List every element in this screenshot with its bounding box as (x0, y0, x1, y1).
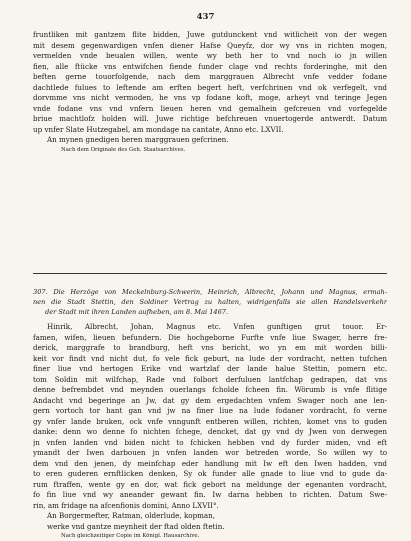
section-divider (33, 273, 387, 274)
text-line: derick, marggrafe to brandburg, heft vns bericht, wo yn em mit worden billi- (33, 343, 387, 352)
text-line: up vnfer Slate Hutzegabel, am mondage na cantate, Anno etc. LXVII. (33, 124, 284, 134)
document-heading-line: nen die Stadt Stettin, den Soldiner Vertrag zu halten, widrigenfalls sie allen Handelsverkehr (33, 298, 387, 306)
text-line: Andacht vnd begeringe an Jw, dat gy dem ergedachten vnfem Swager noch ane len- (33, 395, 387, 405)
text-line: jn vnfen landen vnd biden nicht to fchicken hebben vnd dy furder miden, vnd eft (33, 437, 387, 447)
closing-address: An mynen gnedigen heren marggrauen gefcrinen. (47, 135, 229, 144)
source-note: Nach gleichzeitiger Copie im Königl. Hausarchive. (61, 533, 200, 539)
text-line: fo fin liue vnd wy aneander gewant fin. Iw darna hebben to richten. Datum Swe- (33, 490, 387, 499)
text-line: famen, wifen, lieuen befundern. Die hochgeborne Furfte vnfe liue Swager, herre fre- (33, 332, 387, 342)
document-307-text (33, 322, 387, 541)
text-line: gy vnfer lande bruken, ock vnfe vnngunft entberen willen, richten, komet vns to guden (33, 416, 387, 426)
text-line: fruntliken mit gantzem flite bidden, Juwe gutdunckent vnd witlicheit von der wegen (33, 30, 387, 39)
text-line: vnde fodane vns vnd vnfern lieuen heren vnd gemalhein gefcreuen vnd vorfegelde (33, 103, 387, 113)
text-line: tom Soldin mit wilfchap, Rade vnd folbort derfuluen lantfchap gedrapen, dat vns (33, 374, 387, 384)
text-line: rin, am fridage na afcenfionis domini, Anno LXVII°. (33, 500, 219, 510)
page-number: 437 (196, 12, 215, 22)
document-heading-line: 307. Die Herzöge von Meckelnburg-Schwerin, Heinrich, Albrecht, Johann und Magnus, ermah- (33, 288, 387, 296)
source-note: Nach dem Originale des Geh. Staatsarchives. (61, 146, 186, 153)
text-line: to eren guderen ernftlicken denken, Sy ok funder alle gnade to liue vnd to gude da- (33, 469, 387, 478)
text-line: Hinrik, Albrecht, Johan, Magnus etc. Vnfen gunftigen grut touor. Er- (47, 322, 387, 331)
text-line: dem vnd den jenen, dy meinfchap eder handlung mit Iw eft den Iwen hadden, vnd (33, 458, 387, 468)
document-heading-line: der Stadt mit ihren Landen aufheben, am 8. Mai 1467. (45, 308, 229, 316)
text-line: mit desem gegenwardigen vnfen diener Hafse Queyfz, dor wy vns in richten mogen, (33, 40, 387, 50)
text-line: dorvmme vns nicht vermoden, he vns vp fodane koft, moge, arheyt vnd teringe Jegen (33, 93, 387, 102)
text-line: gern vortoch tor hant gan vnd jw na finer liue na lude fodaner vordracht, fo verne (33, 406, 387, 415)
text-line: ymandt der Iwen darbouen jn vnfen landen wor betreden worde, So willen wy to (33, 448, 387, 457)
document-307 (33, 287, 387, 317)
text-line: rum ftraffen, wente gy en dor, wat fick gebort na meldunge der egenanten vordracht, (33, 479, 387, 489)
text-line: fien, alle ftücke vns entwifchen fiende funder clage vnd rechts forderinghe, mit den (33, 61, 387, 71)
text-line: beften gerne touorfolgende, nach dem marggrauen Albrecht vnfe vedder fodane (33, 72, 387, 81)
text-line: keit vor findt vnd nicht dut, fo vele fick geburt, na lude der vordracht, netten tufchen (33, 353, 387, 363)
text-line: briue machtlofz holden will. Juwe richtige befchreuen vnuertogerde antwerdt. Datum (33, 114, 387, 123)
text-line: danke: denn wo denne fo nichten fchege, dencket, dat gy vnd dy Jwen von derwegen (33, 427, 387, 436)
text-line: finer liue vnd hertogen Erike vnd wartzlaf der lande halue Stettin, pomern etc. (33, 364, 387, 373)
text-line: dachtlede fulues to leftende am erften begert heft, verfchrinen vnd ok verfegelt, vnd (33, 82, 387, 92)
document-1-text (33, 30, 387, 155)
closing-address: An Borgermefter, Ratman, olderlude, kopman, (47, 511, 216, 520)
text-line: vermelden vnde beualen willen, wente wy beth her to vnd noch io jn willen (33, 51, 387, 60)
closing-address: werke vnd gantze meynheit der ftad olden ftetin. (47, 521, 225, 531)
text-line: denne befrembdet vnd meynden ouerlangs fcholde fcheen fin. Wörumb is vnfe flitige (33, 385, 387, 394)
